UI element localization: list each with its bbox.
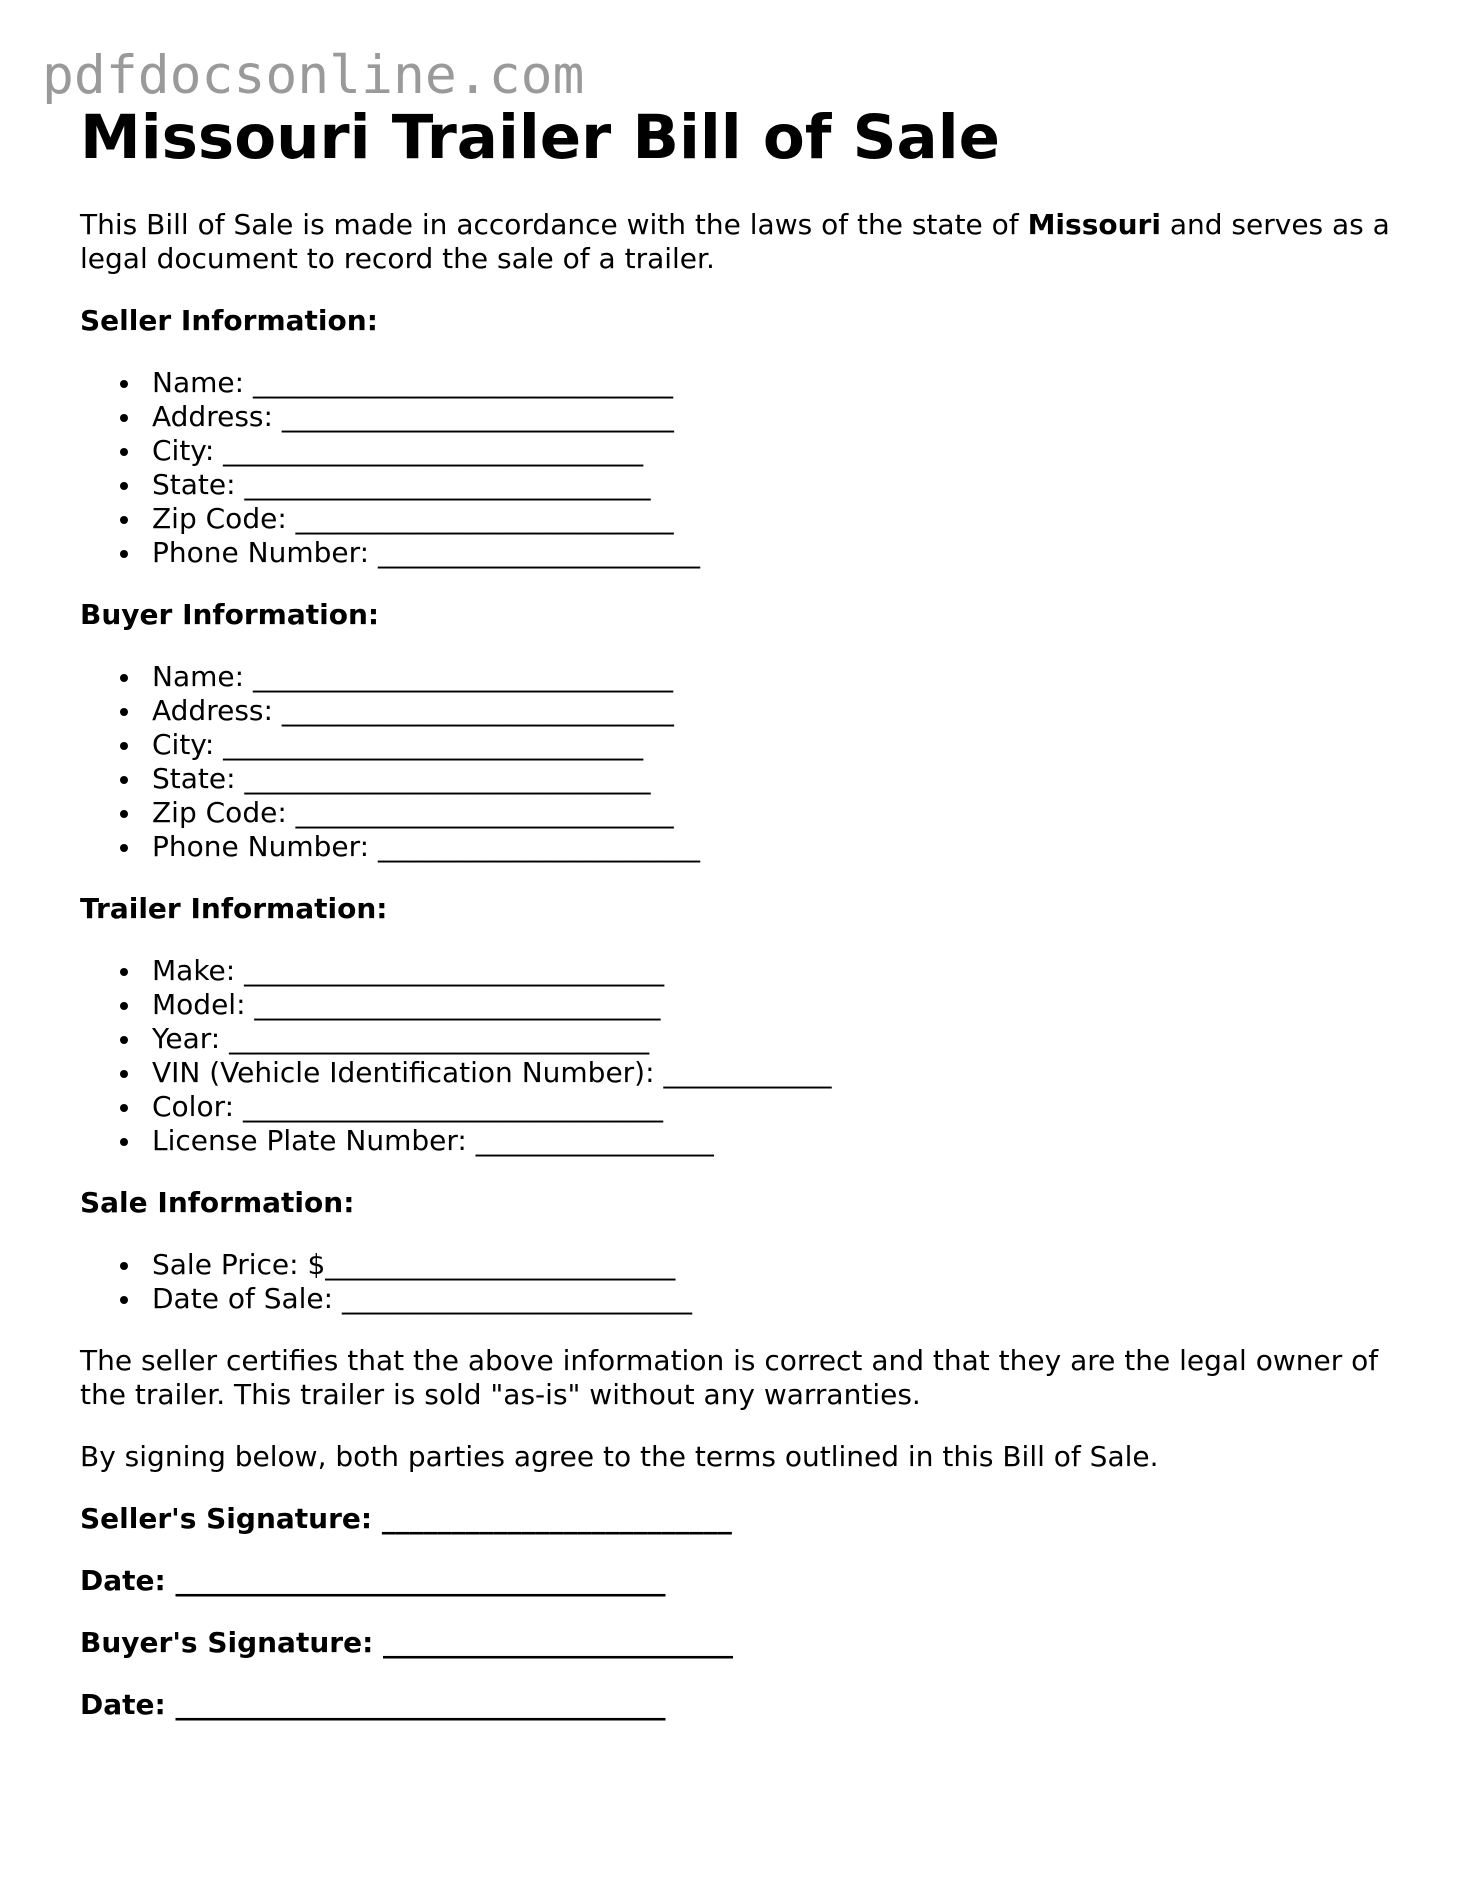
bullet-icon [120, 810, 128, 818]
certification-paragraph: The seller certifies that the above information is correct and that they are the legal owner of the trailer. This trailer is sold "as-is" without any warranties. [80, 1344, 1379, 1411]
intro-text-before: This Bill of Sale is made in accordance with the laws of the state of [80, 208, 1028, 241]
field-label: Zip Code: ___________________________ [152, 796, 674, 829]
seller-signature-line: Seller's Signature: _________________________ [80, 1502, 732, 1535]
bullet-icon [120, 414, 128, 422]
field-label: State: _____________________________ [152, 468, 651, 501]
field-label: Name: ______________________________ [152, 660, 673, 693]
bullet-icon [120, 482, 128, 490]
buyer-address-field [80, 694, 1400, 728]
watermark: pdfdocsonline.com [42, 45, 585, 106]
trailer-plate-field [80, 1124, 1400, 1158]
bullet-icon [120, 674, 128, 682]
field-label: Zip Code: ___________________________ [152, 502, 674, 535]
sale-price-field [80, 1248, 1400, 1282]
field-label: Phone Number: _______________________ [152, 536, 700, 569]
sale-section-heading: Sale Information: [80, 1186, 355, 1219]
intro-text-after: and serves as a legal document to record the sale of a trailer. [80, 208, 1390, 275]
buyer-city-field [80, 728, 1400, 762]
buyer-field-list [80, 660, 1400, 864]
seller-date-line: Date: ___________________________________ [80, 1564, 666, 1597]
seller-state-field [80, 468, 1400, 502]
bullet-icon [120, 1296, 128, 1304]
sale-date-field [80, 1282, 1400, 1316]
buyer-phone-field [80, 830, 1400, 864]
bullet-icon [120, 1070, 128, 1078]
intro-state-name: Missouri [1027, 208, 1161, 241]
field-label: City: ______________________________ [152, 434, 644, 467]
document-title: Missouri Trailer Bill of Sale [80, 102, 1000, 173]
bullet-icon [120, 742, 128, 750]
document-body [80, 208, 1400, 1722]
bullet-icon [120, 516, 128, 524]
field-label: Name: ______________________________ [152, 366, 673, 399]
bullet-icon [120, 1104, 128, 1112]
seller-phone-field [80, 536, 1400, 570]
bullet-icon [120, 1036, 128, 1044]
bullet-icon [120, 844, 128, 852]
bullet-icon [120, 448, 128, 456]
seller-field-list [80, 366, 1400, 570]
buyer-zip-field [80, 796, 1400, 830]
bullet-icon [120, 550, 128, 558]
trailer-year-field [80, 1022, 1400, 1056]
buyer-state-field [80, 762, 1400, 796]
field-label: Address: ____________________________ [152, 400, 674, 433]
field-label: VIN (Vehicle Identification Number): ____________ [152, 1056, 832, 1089]
field-label: Phone Number: _______________________ [152, 830, 700, 863]
bullet-icon [120, 380, 128, 388]
seller-city-field [80, 434, 1400, 468]
field-label: Date of Sale: _________________________ [152, 1282, 692, 1315]
field-label: Sale Price: $_________________________ [152, 1248, 676, 1281]
trailer-section-heading: Trailer Information: [80, 892, 388, 925]
buyer-date-line: Date: ___________________________________ [80, 1688, 666, 1721]
field-label: State: _____________________________ [152, 762, 651, 795]
sale-field-list [80, 1248, 1400, 1316]
field-label: License Plate Number: _________________ [152, 1124, 714, 1157]
field-label: Year: ______________________________ [152, 1022, 650, 1055]
field-label: Color: ______________________________ [152, 1090, 663, 1123]
bullet-icon [120, 1002, 128, 1010]
field-label: Make: ______________________________ [152, 954, 665, 987]
trailer-make-field [80, 954, 1400, 988]
field-label: Address: ____________________________ [152, 694, 674, 727]
agreement-paragraph: By signing below, both parties agree to the terms outlined in this Bill of Sale. [80, 1440, 1159, 1473]
trailer-field-list [80, 954, 1400, 1158]
buyer-signature-line: Buyer's Signature: _________________________ [80, 1626, 734, 1659]
buyer-name-field [80, 660, 1400, 694]
buyer-section-heading: Buyer Information: [80, 598, 380, 631]
bullet-icon [120, 968, 128, 976]
trailer-vin-field [80, 1056, 1400, 1090]
intro-paragraph [80, 208, 1400, 276]
trailer-model-field [80, 988, 1400, 1022]
trailer-color-field [80, 1090, 1400, 1124]
seller-address-field [80, 400, 1400, 434]
bullet-icon [120, 1262, 128, 1270]
seller-name-field [80, 366, 1400, 400]
bullet-icon [120, 776, 128, 784]
bullet-icon [120, 1138, 128, 1146]
seller-zip-field [80, 502, 1400, 536]
field-label: Model: _____________________________ [152, 988, 661, 1021]
seller-section-heading: Seller Information: [80, 304, 378, 337]
field-label: City: ______________________________ [152, 728, 644, 761]
bullet-icon [120, 708, 128, 716]
